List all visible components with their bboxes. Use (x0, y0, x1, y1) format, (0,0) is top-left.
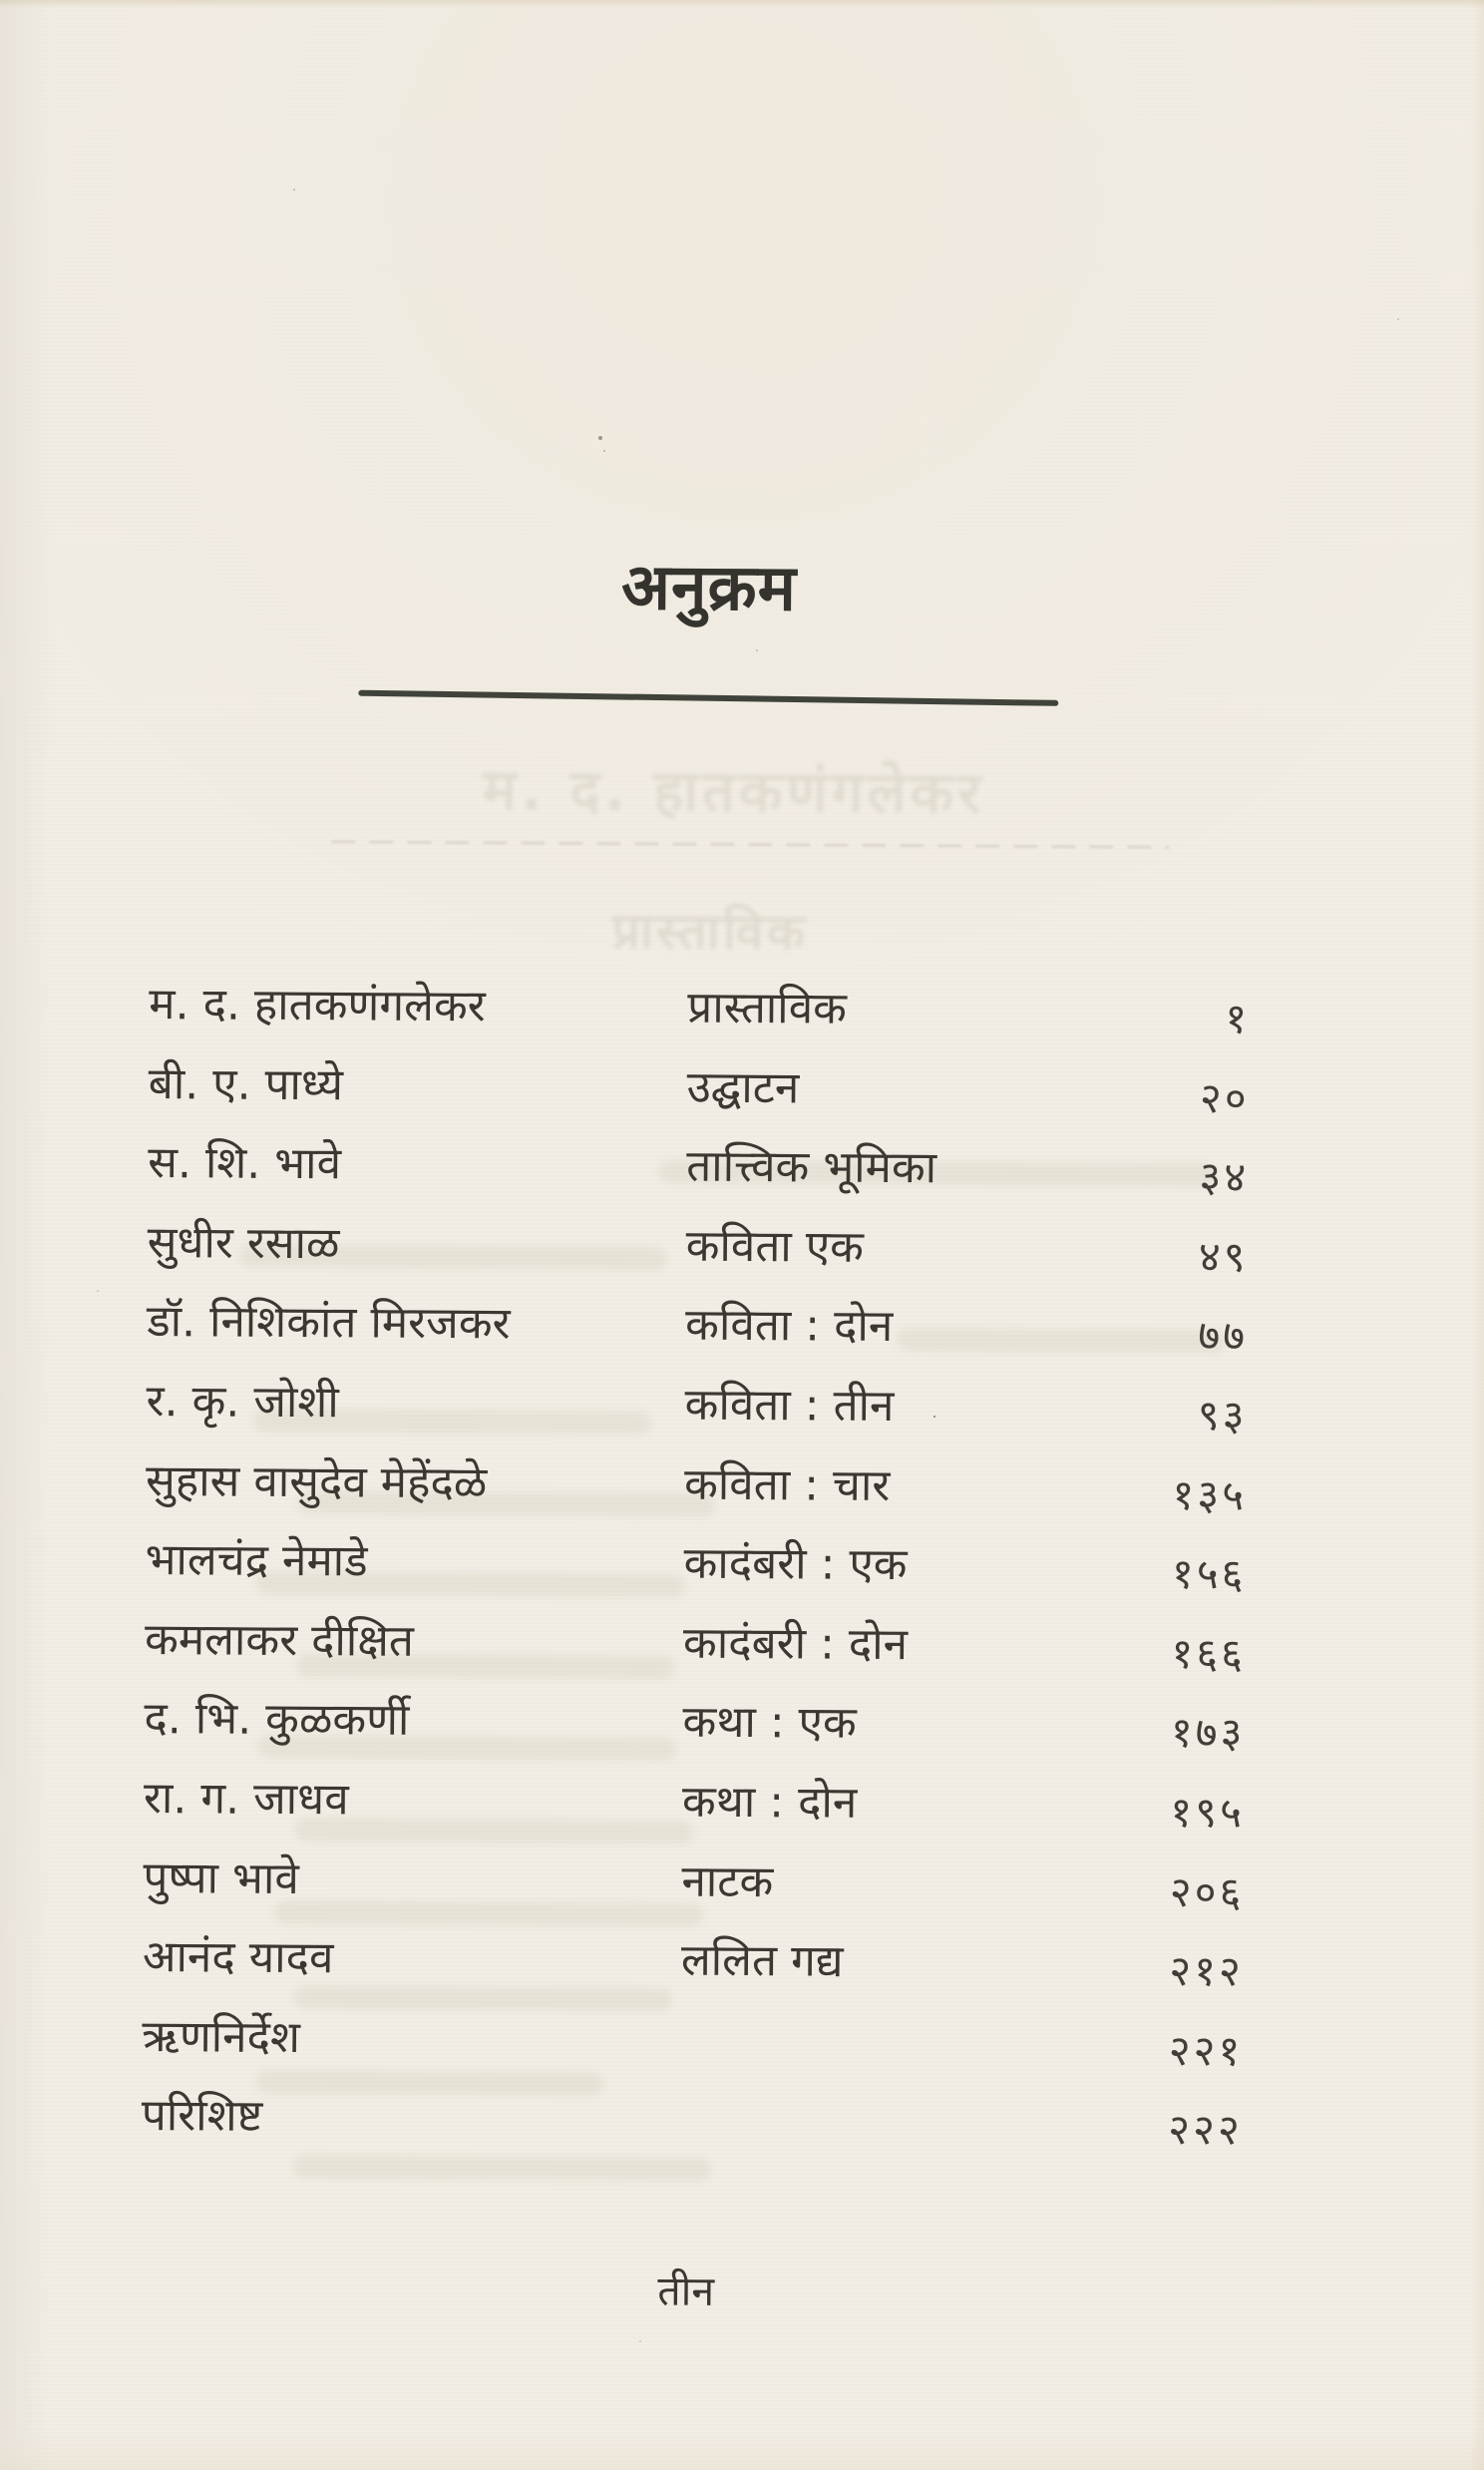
toc-row (145, 1612, 1247, 1699)
toc-page-number: २२१ (1168, 2025, 1244, 2076)
toc-page-number: १६६ (1171, 1628, 1247, 1679)
toc-row (144, 1691, 1246, 1778)
toc-author: द. भि. कुळकर्णी (144, 1693, 410, 1747)
toc-page-number: १९५ (1170, 1787, 1246, 1838)
toc-work-title: कादंबरी : दोन (682, 1617, 909, 1670)
toc-author: सुधीर रसाळ (147, 1216, 340, 1270)
bleedthrough-rule (331, 840, 1169, 849)
toc-page-number: १३५ (1172, 1469, 1248, 1519)
toc-page-number: ९३ (1197, 1391, 1248, 1441)
toc-work-title: कविता एक (685, 1220, 865, 1273)
paper-specks (0, 0, 4, 4)
toc-author: कमलाकर दीक्षित (144, 1613, 415, 1667)
toc-work-title: तात्त्विक भूमिका (686, 1140, 937, 1194)
toc-work-title: ललित गद्य (680, 1934, 844, 1987)
toc-author: परिशिष्ट (141, 2090, 263, 2143)
toc-work-title: कादंबरी : एक (683, 1537, 908, 1591)
toc-work-title: कथा : एक (682, 1696, 857, 1750)
toc-work-title: कविता : तीन (684, 1379, 895, 1432)
toc-row (146, 1374, 1248, 1460)
toc-row (148, 1056, 1250, 1143)
toc-author: र. कृ. जोशी (146, 1376, 339, 1429)
toc-work-title: कविता : चार (683, 1458, 891, 1511)
toc-row (144, 1771, 1246, 1857)
toc-row (147, 1294, 1249, 1381)
toc-author: ऋणनिर्देश (142, 2010, 301, 2063)
title-underline-rule (358, 690, 1058, 706)
toc-author: आनंद यादव (142, 1931, 334, 1984)
page-number-footer: तीन (657, 2266, 715, 2315)
page-title: अनुक्रम (620, 551, 798, 626)
toc-row (146, 1453, 1248, 1540)
toc-page-number: १५६ (1171, 1549, 1247, 1599)
toc-page-number: ४९ (1198, 1231, 1249, 1282)
toc-author: म. द. हातकणंगलेकर (149, 979, 486, 1032)
toc-page-number: १७३ (1170, 1708, 1246, 1758)
toc-page-number: १ (1225, 994, 1251, 1043)
toc-page-number: ३४ (1199, 1152, 1250, 1202)
toc-row (147, 1215, 1249, 1302)
toc-row (142, 2009, 1244, 2096)
toc-author: बी. ए. पाध्ये (148, 1057, 344, 1110)
toc-author: स. शि. भावे (148, 1137, 342, 1190)
toc-page-number: २० (1199, 1072, 1250, 1122)
bleedthrough-subheading: प्रास्ताविक (611, 902, 809, 962)
toc-work-title: प्रास्ताविक (687, 982, 848, 1034)
toc-row (143, 1929, 1245, 2016)
toc-page-number: ७७ (1198, 1311, 1249, 1361)
toc-page-number: २०६ (1169, 1866, 1245, 1916)
toc-author: भालचंद्र नेमाडे (145, 1534, 368, 1587)
toc-work-title: उद्घाटन (686, 1061, 800, 1113)
toc-row (148, 1135, 1250, 1222)
toc-author: रा. ग. जाधव (143, 1772, 349, 1826)
toc-author: सुहास वासुदेव मेहेंदळे (145, 1454, 488, 1508)
toc-work-title: नाटक (681, 1855, 774, 1907)
toc-author: पुष्पा भावे (143, 1852, 299, 1904)
toc-author: डॉ. निशिकांत मिरजकर (146, 1296, 511, 1350)
bleedthrough-heading: म. द. हातकणंगलेकर (482, 757, 985, 827)
toc-page-number: २२२ (1168, 2105, 1243, 2155)
toc-row (149, 977, 1251, 1063)
toc-page-number: २१२ (1169, 1945, 1245, 1996)
toc-work-title: कविता : दोन (684, 1300, 894, 1353)
toc-row (143, 1851, 1245, 1937)
toc-row (142, 2088, 1244, 2175)
toc-row (145, 1532, 1247, 1619)
toc-list (142, 977, 1251, 2175)
toc-work-title: कथा : दोन (681, 1776, 858, 1829)
